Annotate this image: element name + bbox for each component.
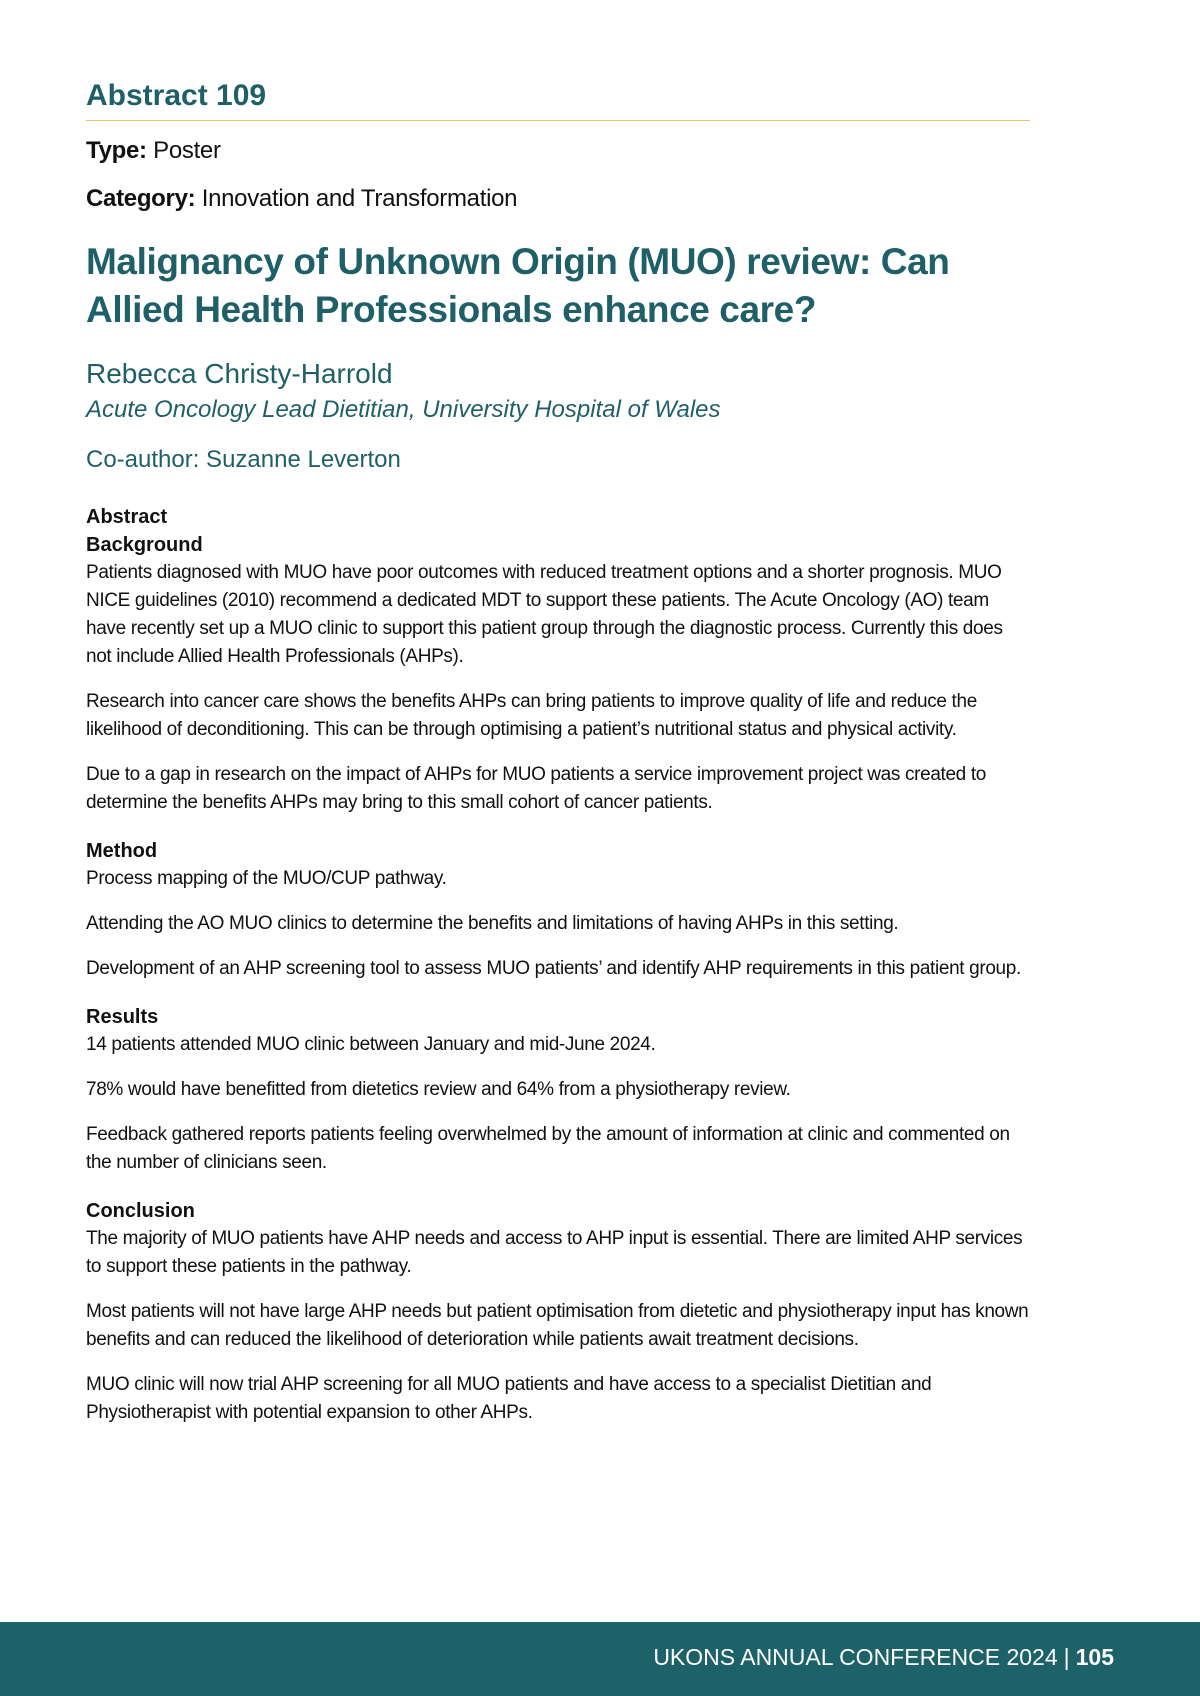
background-paragraph: Due to a gap in research on the impact of AHPs for MUO patients a service improvement project was created to determine the benefits AHPs may bring to this small cohort of cancer patients. [86,763,986,813]
results-heading: Results [86,1005,159,1028]
results-paragraph: 78% would have benefitted from dietetics review and 64% from a physiotherapy review. [86,1078,791,1100]
type-value: Poster [153,137,221,164]
conclusion-paragraph: Most patients will not have large AHP needs but patient optimisation from dietetic and physiotherapy input has known benefits and can reduced the likelihood of deterioration while patients await treatment decisions. [86,1300,1029,1350]
footer-separator: | [1063,1644,1070,1670]
background-heading: Background [86,533,203,556]
category-value: Innovation and Transformation [201,185,518,213]
abstract-title: Malignancy of Unknown Origin (MUO) review: Can Allied Health Professionals enhance care? [86,240,950,330]
background-paragraph: Patients diagnosed with MUO have poor outcomes with reduced treatment options and a shorter prognosis. MUO NICE guidelines (2010) recommend a dedicated MDT to support these patients. The Acute Oncology (AO) team have recently set up a MUO clinic to support this patient group through the diagnostic process. Currently this does not include Allied Health Professionals (AHPs). [86,561,1003,667]
category-line [86,183,1030,215]
author-name: Rebecca Christy-Harrold [86,357,393,389]
method-paragraph: Process mapping of the MUO/CUP pathway. [86,867,447,889]
author-role: Acute Oncology Lead Dietitian, University Hospital of Wales [86,395,721,423]
document-content [86,78,1030,1427]
type-label: Type: [86,137,147,164]
method-heading: Method [86,839,158,862]
page-number: 105 [1075,1644,1114,1670]
coauthor: Co-author: Suzanne Leverton [86,445,401,473]
footer-conference: UKONS ANNUAL CONFERENCE 2024 [653,1644,1058,1670]
conclusion-heading: Conclusion [86,1199,195,1222]
abstract-number: Abstract 109 [86,78,1030,121]
abstract-body [86,503,1030,1427]
method-paragraph: Development of an AHP screening tool to assess MUO patients’ and identify AHP requirements in this patient group. [86,957,1021,979]
abstract-heading: Abstract [86,505,168,528]
category-label: Category: [86,185,196,213]
results-paragraph: Feedback gathered reports patients feeling overwhelmed by the amount of information at clinic and commented on the number of clinicians seen. [86,1123,1010,1173]
results-paragraph: 14 patients attended MUO clinic between January and mid-June 2024. [86,1033,656,1055]
conclusion-paragraph: MUO clinic will now trial AHP screening for all MUO patients and have access to a specialist Dietitian and Physiotherapist with potential expansion to other AHPs. [86,1373,932,1423]
conclusion-paragraph: The majority of MUO patients have AHP needs and access to AHP input is essential. There are limited AHP services to support these patients in the pathway. [86,1227,1023,1277]
page-footer [0,1622,1200,1696]
background-paragraph: Research into cancer care shows the benefits AHPs can bring patients to improve quality of life and reduce the likelihood of deconditioning. This can be through optimising a patient’s nutritional status and physical activity. [86,690,977,740]
method-paragraph: Attending the AO MUO clinics to determine the benefits and limitations of having AHPs in this setting. [86,912,899,934]
footer-text [653,1644,1114,1672]
type-line [86,135,1030,167]
